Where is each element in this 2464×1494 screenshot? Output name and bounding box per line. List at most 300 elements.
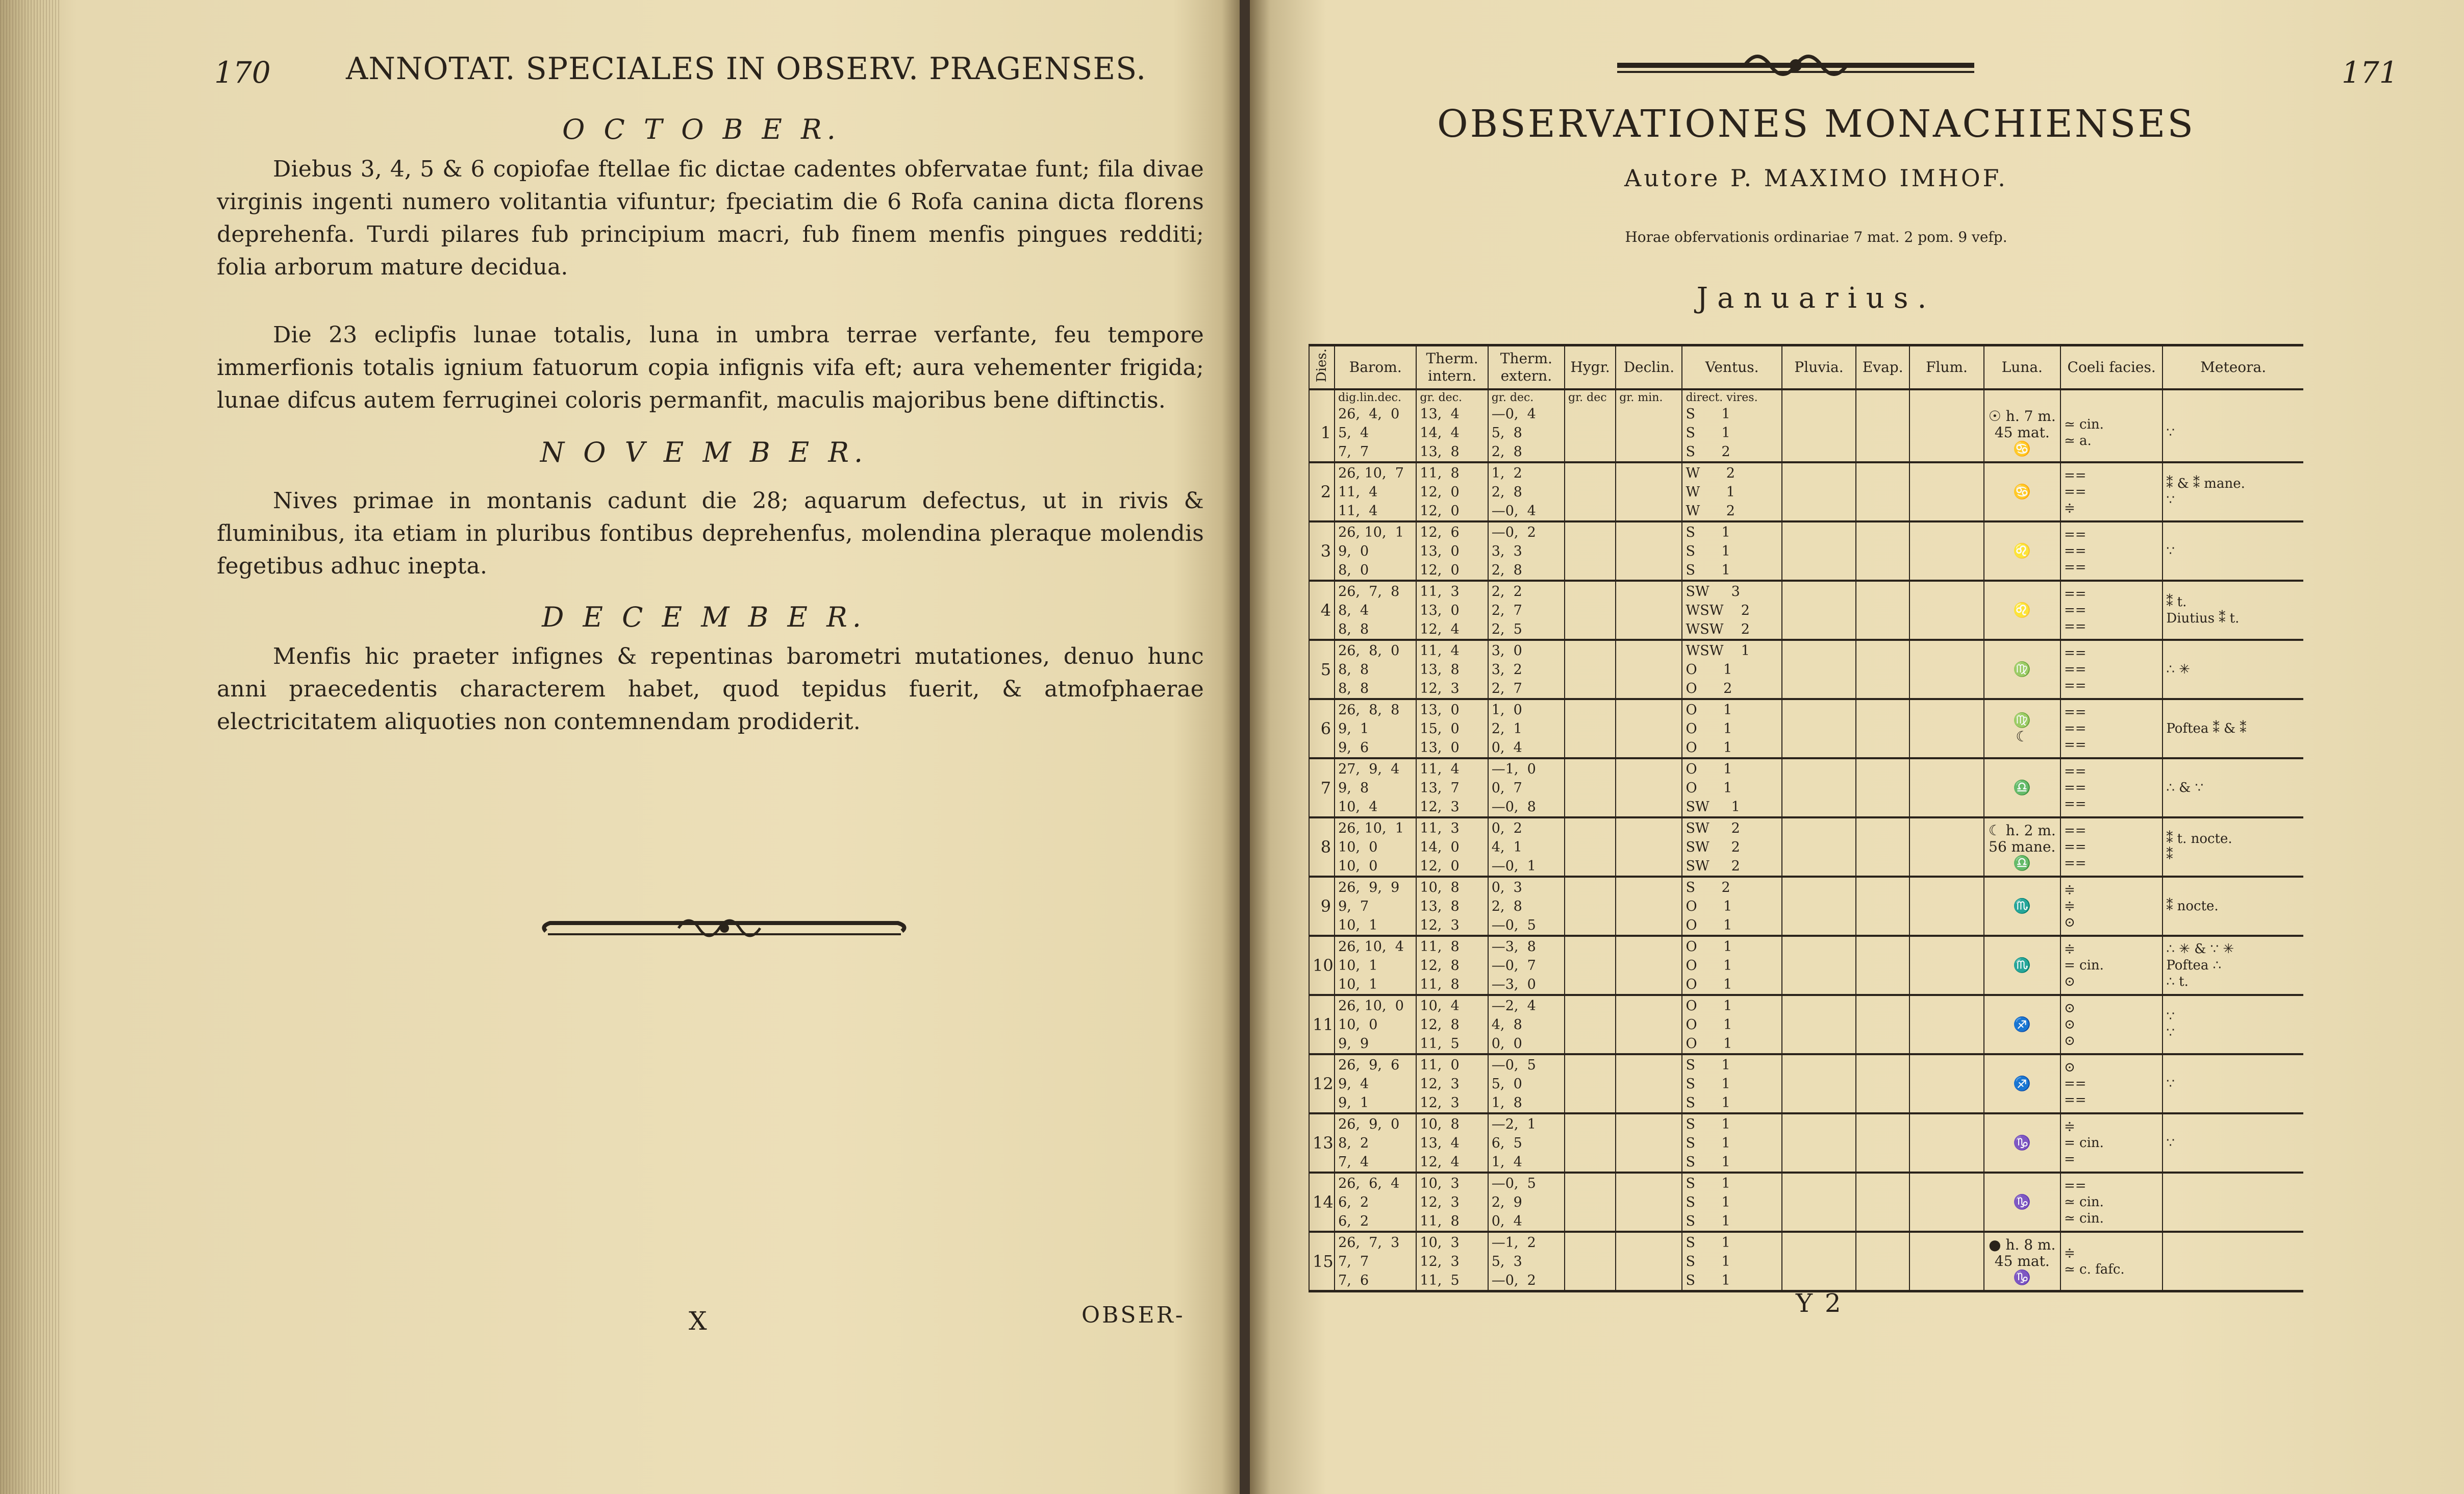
therm-extern-cell-line: 2, 8 [1491, 484, 1522, 500]
empty-cell [1565, 521, 1616, 581]
sky-cell-line: ≃ cin. [2064, 417, 2104, 432]
wind-cell [1682, 521, 1781, 581]
therm-intern-cell-line: 11, 4 [1420, 761, 1460, 777]
moon-cell [1984, 1113, 2060, 1173]
wind-cell [1682, 758, 1781, 817]
day-number: 7 [1309, 758, 1335, 817]
barometer-cell-line: 8, 0 [1338, 562, 1369, 578]
moon-cell [1984, 1054, 2060, 1113]
wind-cell [1682, 995, 1781, 1054]
therm-intern-cell-line: 15, 0 [1420, 720, 1460, 737]
sky-cell-line: ⊙ [2064, 1017, 2075, 1032]
therm-intern-cell-line: 12, 8 [1420, 957, 1460, 974]
empty-cell [1782, 1173, 1856, 1232]
table-row [1309, 462, 2303, 521]
wind-cell-line: O 1 [1686, 739, 1732, 756]
empty-cell [1565, 1113, 1616, 1173]
therm-extern-cell-line: 4, 1 [1491, 839, 1522, 855]
paragraph-december: Menfis hic praeter infignes & repentinas barometri mutationes, denuo hunc anni praecedentis characterem habet, quod tepidus fuerit, & atmofphaerae electricitatem aliquoties non contemnendam prodiderit. [217, 643, 1204, 735]
moon-cell-line: ☉ h. 7 m. [1988, 408, 2056, 425]
table-row [1309, 758, 2303, 817]
moon-cell-line: ● h. 8 m. [1989, 1236, 2056, 1253]
empty-cell [1782, 581, 1856, 640]
therm-extern-cell-line: 2, 7 [1491, 602, 1522, 618]
therm-extern-cell-line: —0, 5 [1491, 1057, 1536, 1073]
empty-cell [1782, 521, 1856, 581]
sky-cell-line: = [2064, 1152, 2075, 1167]
table-row [1309, 521, 2303, 581]
meteora-cell [2163, 404, 2303, 462]
day-number: 2 [1309, 462, 1335, 521]
therm-extern-cell [1488, 521, 1565, 581]
meteora-cell-line: ⁑ t. [2166, 594, 2187, 610]
therm-intern-cell-line: 11, 4 [1420, 642, 1460, 659]
meteora-cell [2163, 581, 2303, 640]
observation-hours: Horae obfervationis ordinariae 7 mat. 2 pom. 9 vefp. [1625, 229, 2007, 245]
barometer-cell-line: 26, 4, 0 [1338, 406, 1400, 422]
barometer-cell-line: 26, 9, 9 [1338, 879, 1400, 895]
wind-cell [1682, 640, 1781, 699]
moon-cell-line: ♋ [2013, 440, 2031, 457]
day-number: 14 [1309, 1173, 1335, 1232]
therm-extern-cell-line: 1, 8 [1491, 1094, 1522, 1111]
barometer-cell-line: 9, 1 [1338, 1094, 1369, 1111]
sky-cell [2060, 817, 2163, 877]
therm-intern-cell-line: 13, 0 [1420, 702, 1460, 718]
empty-cell [1616, 699, 1682, 758]
unit-cell [1984, 389, 2060, 404]
therm-intern-cell-line: 12, 3 [1420, 1253, 1460, 1269]
moon-cell-line: ☾ h. 2 m. [1988, 822, 2056, 839]
table-row [1309, 699, 2303, 758]
meteora-cell [2163, 995, 2303, 1054]
section-title-november: N O V E M B E R. [540, 436, 868, 468]
wind-cell-line: O 1 [1686, 761, 1732, 777]
empty-cell [1856, 404, 1909, 462]
barometer-cell [1335, 995, 1416, 1054]
therm-intern-cell-line: 10, 3 [1420, 1175, 1460, 1191]
sky-cell [2060, 699, 2163, 758]
header-cell: Therm. intern. [1416, 345, 1488, 390]
moon-cell [1984, 1173, 2060, 1232]
units-row [1309, 389, 2303, 404]
unit-cell [1856, 389, 1909, 404]
barometer-cell-line: 6, 2 [1338, 1213, 1369, 1229]
sky-cell-line: ⊙ [2064, 1001, 2075, 1016]
sky-cell-line: == [2064, 678, 2086, 693]
therm-extern-cell-line: 1, 4 [1491, 1154, 1522, 1170]
empty-cell [1616, 581, 1682, 640]
therm-extern-cell-line: —2, 4 [1491, 998, 1536, 1014]
sky-cell-line: == [2064, 1178, 2086, 1193]
barometer-cell-line: 26, 8, 0 [1338, 642, 1400, 659]
therm-extern-cell-line: 0, 2 [1491, 820, 1522, 836]
unit-cell [2060, 389, 2163, 404]
empty-cell [1616, 817, 1682, 877]
sky-cell [2060, 640, 2163, 699]
wind-cell-line: S 1 [1686, 543, 1730, 559]
therm-intern-cell-line: 12, 4 [1420, 621, 1460, 637]
day-number: 12 [1309, 1054, 1335, 1113]
table-row [1309, 1232, 2303, 1291]
day-number: 13 [1309, 1113, 1335, 1173]
meteora-cell-line: ∵ [2166, 1076, 2175, 1091]
barometer-cell-line: 7, 4 [1338, 1154, 1369, 1170]
barometer-cell [1335, 581, 1416, 640]
therm-extern-cell-line: —0, 1 [1491, 858, 1536, 874]
day-number: 4 [1309, 581, 1335, 640]
empty-cell [1909, 1232, 1983, 1291]
wind-cell-line: O 1 [1686, 917, 1732, 933]
meteora-cell-line: ∵ [2166, 1025, 2175, 1040]
barometer-cell-line: 26, 10, 7 [1338, 465, 1404, 481]
therm-extern-cell-line: —0, 5 [1491, 1175, 1536, 1191]
therm-extern-cell-line: —0, 8 [1491, 799, 1536, 815]
wind-cell [1682, 936, 1781, 995]
catchword: OBSER- [1082, 1302, 1185, 1328]
empty-cell [1856, 936, 1909, 995]
meteora-cell-line: ∵ [2166, 543, 2175, 559]
sky-cell-line: == [2064, 856, 2086, 871]
empty-cell [1565, 817, 1616, 877]
sky-cell [2060, 462, 2163, 521]
wind-cell-line: S 1 [1686, 1234, 1730, 1251]
moon-cell-line: 45 mat. [1994, 1253, 2050, 1269]
header-cell: Evap. [1856, 345, 1909, 390]
meteora-cell [2163, 877, 2303, 936]
sky-cell-line: == [2064, 645, 2086, 661]
therm-extern-cell-line: —0, 5 [1491, 917, 1536, 933]
barometer-cell-line: 11, 4 [1338, 484, 1378, 500]
barometer-cell-line: 26, 7, 8 [1338, 583, 1400, 600]
therm-intern-cell-line: 13, 0 [1420, 739, 1460, 756]
barometer-cell-line: 26, 7, 3 [1338, 1234, 1400, 1251]
therm-extern-cell-line: 0, 0 [1491, 1035, 1522, 1052]
empty-cell [1565, 404, 1616, 462]
empty-cell [1782, 1113, 1856, 1173]
day-number: 6 [1309, 699, 1335, 758]
empty-cell [1856, 1113, 1909, 1173]
therm-extern-cell-line: 2, 8 [1491, 443, 1522, 460]
sky-cell-line: == [2064, 1076, 2086, 1091]
wind-cell-line: O 2 [1686, 680, 1732, 696]
wind-cell-line: S 1 [1686, 1253, 1730, 1269]
therm-extern-cell [1488, 1054, 1565, 1113]
therm-extern-cell-line: —0, 4 [1491, 406, 1536, 422]
therm-intern-cell-line: 13, 4 [1420, 406, 1460, 422]
therm-extern-cell [1488, 877, 1565, 936]
barometer-cell-line: 26, 10, 0 [1338, 998, 1404, 1014]
barometer-cell-line: 10, 1 [1338, 957, 1378, 974]
therm-intern-cell-line: 12, 0 [1420, 503, 1460, 519]
meteora-cell-line: ⁑ [2166, 848, 2173, 863]
wind-cell [1682, 404, 1781, 462]
paragraph-october-2: Die 23 eclipfis lunae totalis, luna in umbra terrae verfante, feu tempore immerfionis totalis ignium fatuorum copia infignis vifa eft; aura vehementer frigida; lunae difcus autem ferruginei coloris permanfit, maculis majoribus bene diftinctis. [217, 322, 1204, 413]
wind-cell-line: O 1 [1686, 957, 1732, 974]
barometer-cell-line: 10, 1 [1338, 976, 1378, 992]
therm-extern-cell [1488, 404, 1565, 462]
therm-intern-cell-line: 12, 3 [1420, 680, 1460, 696]
header-cell: Ventus. [1682, 345, 1781, 390]
barometer-cell-line: 26, 9, 6 [1338, 1057, 1400, 1073]
sky-cell-line: == [2064, 586, 2086, 602]
empty-cell [1909, 817, 1983, 877]
header-cell: Dies. [1309, 345, 1335, 390]
header-cell: Hygr. [1565, 345, 1616, 390]
sky-cell-line: ≃ c. fafc. [2064, 1262, 2125, 1277]
wind-cell-line: S 1 [1686, 1154, 1730, 1170]
unit-cell: gr. dec [1565, 389, 1616, 404]
barometer-cell-line: 5, 4 [1338, 425, 1369, 441]
empty-cell [1616, 1113, 1682, 1173]
therm-intern-cell-line: 11, 5 [1420, 1035, 1460, 1052]
meteora-cell-line: ∴ ✳ & ∵ ✳ [2166, 941, 2234, 957]
sky-cell [2060, 1054, 2163, 1113]
header-cell: Meteora. [2163, 345, 2303, 390]
sky-cell-line: == [2064, 543, 2086, 559]
sky-cell [2060, 521, 2163, 581]
sky-cell-line: ≑ [2064, 941, 2075, 957]
therm-intern-cell-line: 12, 3 [1420, 799, 1460, 815]
meteora-cell-line: ∵ [2166, 492, 2175, 508]
moon-cell [1984, 699, 2060, 758]
meteora-cell-line: Diutius ⁑ t. [2166, 611, 2240, 626]
therm-extern-cell-line: 0, 3 [1491, 879, 1522, 895]
therm-extern-cell-line: 0, 7 [1491, 780, 1522, 796]
therm-extern-cell-line: —0, 4 [1491, 503, 1536, 519]
sky-cell-line: == [2064, 823, 2086, 838]
table-row [1309, 581, 2303, 640]
therm-extern-cell-line: —2, 1 [1491, 1116, 1536, 1132]
meteora-cell-line: ∵ [2166, 425, 2175, 440]
wind-cell-line: WSW 2 [1686, 621, 1750, 637]
barometer-cell [1335, 1232, 1416, 1291]
header-cell: Pluvia. [1782, 345, 1856, 390]
barometer-cell-line: 9, 1 [1338, 720, 1369, 737]
therm-extern-cell-line: 6, 5 [1491, 1135, 1522, 1151]
ornament-header [1617, 48, 1974, 84]
meteora-cell-line: ∵ [2166, 1135, 2175, 1151]
unit-cell: gr. dec. [1416, 389, 1488, 404]
empty-cell [1856, 581, 1909, 640]
therm-intern-cell-line: 13, 7 [1420, 780, 1460, 796]
barometer-cell-line: 11, 4 [1338, 503, 1378, 519]
day-number: 3 [1309, 521, 1335, 581]
wind-cell-line: S 1 [1686, 1057, 1730, 1073]
therm-intern-cell-line: 11, 8 [1420, 1213, 1460, 1229]
empty-cell [1616, 521, 1682, 581]
therm-intern-cell-line: 12, 0 [1420, 484, 1460, 500]
empty-cell [1616, 1232, 1682, 1291]
wind-cell-line: O 1 [1686, 898, 1732, 914]
barometer-cell-line: 8, 8 [1338, 621, 1369, 637]
therm-intern-cell [1416, 699, 1488, 758]
therm-intern-cell-line: 12, 3 [1420, 1094, 1460, 1111]
therm-intern-cell-line: 11, 8 [1420, 976, 1460, 992]
wind-cell-line: S 1 [1686, 562, 1730, 578]
moon-cell-line: ♋ [2013, 483, 2031, 500]
therm-intern-cell-line: 12, 4 [1420, 1154, 1460, 1170]
therm-intern-cell [1416, 817, 1488, 877]
sky-cell-line: == [2064, 603, 2086, 618]
barometer-cell-line: 10, 0 [1338, 858, 1378, 874]
therm-intern-cell-line: 13, 8 [1420, 661, 1460, 678]
empty-cell [1856, 817, 1909, 877]
moon-cell-line: 56 mane. [1989, 838, 2056, 855]
table-row [1309, 936, 2303, 995]
moon-cell [1984, 640, 2060, 699]
table-row [1309, 404, 2303, 462]
barometer-cell-line: 7, 7 [1338, 1253, 1369, 1269]
therm-extern-cell [1488, 699, 1565, 758]
paragraph-october-1: Diebus 3, 4, 5 & 6 copiofae ftellae fic dictae cadentes obfervatae funt; fila divae virginis ingenti numero volitantia vifuntur; fpeciatim die 6 Rofa canina dicta florens deprehenfa. Turdi pilares fub principium macri, fub finem menfis pingues redditi; folia arborum mature decidua. [217, 156, 1204, 280]
wind-cell-line: O 1 [1686, 661, 1732, 678]
therm-extern-cell-line: —1, 2 [1491, 1234, 1536, 1251]
therm-intern-cell-line: 12, 3 [1420, 1076, 1460, 1092]
wind-cell-line: S 1 [1686, 524, 1730, 540]
wind-cell-line: S 1 [1686, 425, 1730, 441]
month-title: Januarius. [1696, 282, 1936, 315]
sky-cell-line: ≑ [2064, 882, 2075, 898]
therm-extern-cell [1488, 1113, 1565, 1173]
empty-cell [1616, 640, 1682, 699]
therm-extern-cell [1488, 1173, 1565, 1232]
sky-cell-line: ≑ [2064, 1246, 2075, 1261]
sky-cell-line: == [2064, 560, 2086, 575]
therm-extern-cell [1488, 1232, 1565, 1291]
barometer-cell [1335, 1054, 1416, 1113]
wind-cell-line: SW 3 [1686, 583, 1740, 600]
meteora-cell-line: ⁑ nocte. [2166, 899, 2219, 914]
barometer-cell-line: 26, 10, 1 [1338, 524, 1404, 540]
therm-intern-cell [1416, 758, 1488, 817]
therm-extern-cell-line: 0, 4 [1491, 1213, 1522, 1229]
empty-cell [1856, 521, 1909, 581]
therm-intern-cell-line: 11, 8 [1420, 465, 1460, 481]
empty-cell [1782, 817, 1856, 877]
therm-extern-cell [1488, 995, 1565, 1054]
wind-cell-line: W 2 [1686, 465, 1735, 481]
sky-cell-line: ⊙ [2064, 915, 2075, 930]
barometer-cell-line: 8, 8 [1338, 661, 1369, 678]
therm-intern-cell-line: 14, 0 [1420, 839, 1460, 855]
author-line: Autore P. MAXIMO IMHOF. [1624, 164, 2008, 192]
therm-intern-cell-line: 11, 3 [1420, 820, 1460, 836]
moon-cell [1984, 995, 2060, 1054]
sky-cell [2060, 404, 2163, 462]
wind-cell-line: S 1 [1686, 1272, 1730, 1288]
barometer-cell [1335, 1113, 1416, 1173]
day-number: 8 [1309, 817, 1335, 877]
therm-extern-cell-line: 2, 5 [1491, 621, 1522, 637]
sky-cell-line: == [2064, 1092, 2086, 1108]
sky-cell-line: == [2064, 796, 2086, 812]
empty-cell [1565, 1173, 1616, 1232]
empty-cell [1565, 581, 1616, 640]
table-row [1309, 877, 2303, 936]
wind-cell-line: O 1 [1686, 1035, 1732, 1052]
meteora-cell-line: ⁑ & ⁑ mane. [2166, 476, 2245, 491]
barometer-cell-line: 26, 9, 0 [1338, 1116, 1400, 1132]
empty-cell [1565, 640, 1616, 699]
wind-cell [1682, 877, 1781, 936]
barometer-cell-line: 10, 0 [1338, 1016, 1378, 1033]
barometer-cell-line: 9, 4 [1338, 1076, 1369, 1092]
empty-cell [1616, 1173, 1682, 1232]
sky-cell [2060, 1173, 2163, 1232]
therm-extern-cell-line: —0, 2 [1491, 524, 1536, 540]
sky-cell-line: == [2064, 839, 2086, 855]
barometer-cell-line: 10, 4 [1338, 799, 1378, 815]
barometer-cell [1335, 758, 1416, 817]
wind-cell-line: WSW 1 [1686, 642, 1750, 659]
sky-cell-line: = cin. [2064, 958, 2104, 973]
meteora-cell [2163, 1054, 2303, 1113]
empty-cell [1909, 640, 1983, 699]
therm-intern-cell-line: 10, 4 [1420, 998, 1460, 1014]
moon-cell-line: ♑ [2013, 1269, 2031, 1286]
empty-cell [1909, 404, 1983, 462]
therm-extern-cell-line: 3, 3 [1491, 543, 1522, 559]
therm-extern-cell-line: 2, 2 [1491, 583, 1522, 600]
unit-cell [2163, 389, 2303, 404]
therm-intern-cell [1416, 936, 1488, 995]
wind-cell-line: S 1 [1686, 1076, 1730, 1092]
empty-cell [1909, 758, 1983, 817]
sky-cell-line: == [2064, 780, 2086, 795]
empty-cell [1782, 462, 1856, 521]
empty-cell [1909, 877, 1983, 936]
barometer-cell [1335, 817, 1416, 877]
therm-extern-cell-line: 1, 0 [1491, 702, 1522, 718]
sky-cell-line: ≑ [2064, 1119, 2075, 1134]
wind-cell [1682, 699, 1781, 758]
barometer-cell-line: 8, 4 [1338, 602, 1369, 618]
moon-cell [1984, 462, 2060, 521]
empty-cell [1909, 995, 1983, 1054]
table-row [1309, 817, 2303, 877]
meteora-cell [2163, 699, 2303, 758]
therm-extern-cell-line: 2, 8 [1491, 562, 1522, 578]
moon-cell-line: ♎ [2013, 779, 2031, 796]
wind-cell-line: WSW 2 [1686, 602, 1750, 618]
unit-cell [1782, 389, 1856, 404]
meteora-cell [2163, 521, 2303, 581]
empty-cell [1782, 758, 1856, 817]
empty-cell [1616, 1054, 1682, 1113]
empty-cell [1856, 1054, 1909, 1113]
therm-extern-cell-line: —0, 7 [1491, 957, 1536, 974]
table-header-row [1309, 345, 2303, 390]
therm-extern-cell [1488, 758, 1565, 817]
therm-extern-cell-line: —3, 8 [1491, 938, 1536, 955]
meteora-cell-line: ∴ & ∵ [2166, 780, 2204, 795]
sky-cell-line: == [2064, 484, 2086, 500]
moon-cell-line: ☾ [2016, 728, 2029, 745]
header-cell: Therm. extern. [1488, 345, 1565, 390]
barometer-cell-line: 8, 8 [1338, 680, 1369, 696]
therm-intern-cell-line: 13, 8 [1420, 443, 1460, 460]
sky-cell [2060, 758, 2163, 817]
empty-cell [1909, 1054, 1983, 1113]
wind-cell-line: S 1 [1686, 1094, 1730, 1111]
moon-cell-line: ♎ [2013, 855, 2031, 872]
empty-cell [1565, 995, 1616, 1054]
wind-cell [1682, 817, 1781, 877]
barometer-cell-line: 6, 2 [1338, 1194, 1369, 1210]
therm-extern-cell-line: 2, 9 [1491, 1194, 1522, 1210]
sky-cell [2060, 877, 2163, 936]
